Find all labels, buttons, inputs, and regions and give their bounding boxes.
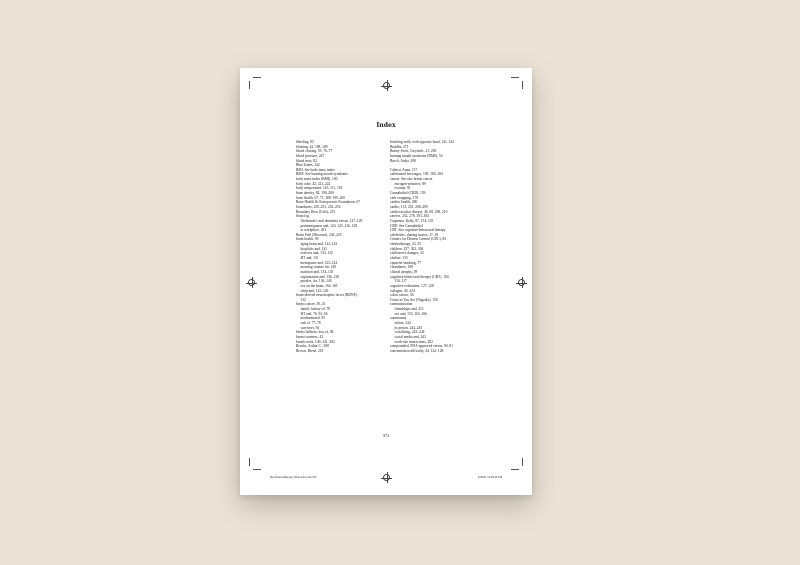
index-entry: children, 257, 302–304 <box>390 246 424 251</box>
index-subentry: sex and, 153, 165–166 <box>394 311 427 316</box>
registration-mark-icon <box>383 82 390 89</box>
crop-mark <box>511 469 519 470</box>
index-column-right <box>390 140 508 353</box>
index-entry: Brain Fuel (Mosconi), 234–235 <box>296 232 342 237</box>
index-subentry: morning routine for, 140 <box>300 265 336 270</box>
index-subentry: HT and, 76, 92–94 <box>300 311 328 316</box>
index-entry: Bone Health & Osteoporosis Foundation, 67 <box>296 200 361 205</box>
registration-mark-icon <box>518 279 525 286</box>
index-subentry: estrogen-sensitive, 89 <box>394 181 426 186</box>
index-entry: Bunny-Scott, Gwynedc, 21, 283 <box>390 149 437 154</box>
index-entry: Come as You Are (Nagoski), 150 <box>390 297 438 302</box>
index-entry: carb swapping, 178 <box>390 195 419 200</box>
index-entry: Blue Zones, 242 <box>296 163 320 168</box>
index-subentry: at workplace, 281 <box>300 228 327 233</box>
index-entry: bone density, 82, 190–200 <box>296 191 334 196</box>
index-entry: cardio, 131, 201, 208–209 <box>390 204 428 209</box>
crop-mark <box>522 458 523 466</box>
index-entry: bloating, 42, 188–189 <box>296 144 328 149</box>
index-subentry: online, 244 <box>394 320 411 325</box>
index-entry: burning mouth syndrome (BMS), 54 <box>390 153 443 158</box>
book-page <box>240 68 532 495</box>
index-subentry: perimenopause and, 124, 125–126, 128 <box>300 223 358 228</box>
index-entry: CBD. See Cannabidiol <box>390 223 423 228</box>
index-entry: Cannabidiol (CBD), 159 <box>390 191 426 196</box>
index-subentry: organization and, 136–138 <box>300 274 339 279</box>
page-number: 372 <box>382 433 390 438</box>
index-entry: cardiovascular disease, 46, 68, 208, 210 <box>390 209 448 214</box>
index-subentry: menopause and, 123–124 <box>300 260 338 265</box>
index-entry: BMI. See body mass index <box>296 167 335 172</box>
index-entry: Buddha, 271 <box>390 144 409 149</box>
index-entry: Carpenter, Kelly, 87, 154–155 <box>390 218 434 223</box>
index-entry: careers, 232, 278, 303–304 <box>390 214 429 219</box>
slug-timestamp: 4/30/21 12:05:43 PM <box>477 476 502 479</box>
index-subentry: puzzles, for, 136–140 <box>300 279 332 284</box>
crop-mark <box>253 77 261 78</box>
index-entry: body odor, 42, 221–222 <box>296 181 331 186</box>
index-subentry: family history of, 78 <box>300 307 331 312</box>
index-entry: CBT. See cognitive behavioral therapy <box>390 228 446 233</box>
index-entry: cleanliness, 108 <box>390 265 413 270</box>
index-subentry: nonhormonal, 85 <box>300 316 326 321</box>
index-entry: brain-derived neurotrophic factor (BDNF), <box>296 293 358 298</box>
index-subentry: survivors, 94 <box>300 325 320 330</box>
index-entry: body mass index (BMI), 100 <box>296 177 338 182</box>
crop-mark <box>249 81 250 89</box>
crop-mark <box>522 81 523 89</box>
crop-mark <box>511 77 519 78</box>
index-entry: breast cancer, 30–31 <box>296 302 326 307</box>
crop-mark <box>249 458 250 466</box>
index-entry: Boundary Boss (Cole), 251 <box>296 209 336 214</box>
index-subentry: socializing, 243–244 <box>394 330 425 335</box>
index-subentry: work-site interactions, 282 <box>394 339 433 344</box>
index-entry: community <box>390 316 407 321</box>
index-entry: Cabeca, Anna, 157 <box>390 167 418 172</box>
index-entry: colon cancer, 36 <box>390 293 414 298</box>
index-subentry: Alzheimer's and dementia versus, 127–129 <box>300 218 363 223</box>
index-entry: bleeding, 85 <box>296 140 314 144</box>
index-subentry: 132 <box>300 297 306 302</box>
index-entry: blood tests, 82 <box>296 158 317 163</box>
index-subentry: social media and, 243 <box>394 334 426 339</box>
index-entry: Brooks, Arthur C., 308 <box>296 344 329 349</box>
index-entry: bone health, 67, 71, 188, 199–200 <box>296 195 346 200</box>
index-entry: cancer. See also breast cancer <box>390 177 433 182</box>
index-entry: collagen, 40, 224 <box>390 288 415 293</box>
index-entry: choline, 135 <box>390 256 408 261</box>
index-entry: caffeinated beverages, 109, 183–184 <box>390 172 443 177</box>
index-entry: cognitive evaluation, 127–128 <box>390 283 434 288</box>
index-entry: Centers for Disease Control (CDC), 83 <box>390 237 447 242</box>
index-entry: BMS. See burning mouth syndrome <box>296 172 348 177</box>
index-entry: cognitive behavioral therapy (CBT), 100, <box>390 274 450 279</box>
registration-mark-icon <box>383 474 390 481</box>
index-subentry: friendships and, 251 <box>394 307 424 312</box>
index-subentry: bioplicks and, 132 <box>300 246 327 251</box>
index-entry: cardiac health, 280 <box>390 200 418 205</box>
index-entry: concentration difficulty, 44, 124, 128 <box>390 348 444 353</box>
index-entry: boundaries, 250–251, 252–254 <box>296 204 341 209</box>
index-subentry: ovarian, 91 <box>394 186 411 191</box>
index-entry: celebrities, sharing stories, 17–18 <box>390 232 439 237</box>
index-entry: compounded, FDA-approved versus, 90–91 <box>390 344 453 349</box>
index-subentry: in person, 244–245 <box>394 325 423 330</box>
index-entry: breath work, 140–141, 282 <box>296 339 335 344</box>
index-entry: chemotherapy, 23, 25 <box>390 242 421 247</box>
index-entry: brain health, 50 <box>296 237 319 242</box>
index-entry: cigarette smoking, 77 <box>390 260 422 265</box>
index-subentry: HT and, 131 <box>300 256 319 261</box>
index-subentry: nutrition and, 134–135 <box>300 269 334 274</box>
slug-file-info: MenoPauseManual_MCameFs.indd 372 <box>270 476 317 479</box>
index-entry: clitoral atrophy, 39 <box>390 269 418 274</box>
index-entry: Brown, Brené, 218 <box>296 348 324 353</box>
index-entry: communication <box>390 302 413 307</box>
index-entry: brushing teeth, with opposite hand, 141–142 <box>390 140 454 144</box>
index-subentry: sleep and, 125–126 <box>300 288 329 293</box>
index-entry: brain fog <box>296 214 310 219</box>
index-subentry: exercise and, 133–132 <box>300 251 333 256</box>
index-entry: blood clotting, 59, 76–77 <box>296 149 333 154</box>
index-entry: body temperature, 110–111, 118 <box>296 186 343 191</box>
crop-mark <box>253 469 261 470</box>
index-subentry: 116–117 <box>394 279 407 284</box>
page-heading: Index <box>376 122 396 129</box>
registration-mark-icon <box>248 279 255 286</box>
index-entry: cholesterol changes, 43 <box>390 251 424 256</box>
index-entry: Burch, Aisha, 298 <box>390 158 416 163</box>
index-subentry: sex on the brain, 164–165 <box>300 283 338 288</box>
index-entry: blood pressure, 247 <box>296 153 325 158</box>
index-entry: breast fullness, loss of, 58 <box>296 330 334 335</box>
index-entry: breast soreness, 42 <box>296 334 324 339</box>
index-subentry: aging brain and, 142–143 <box>300 242 338 247</box>
index-subentry: risk of, 77–78 <box>300 320 321 325</box>
